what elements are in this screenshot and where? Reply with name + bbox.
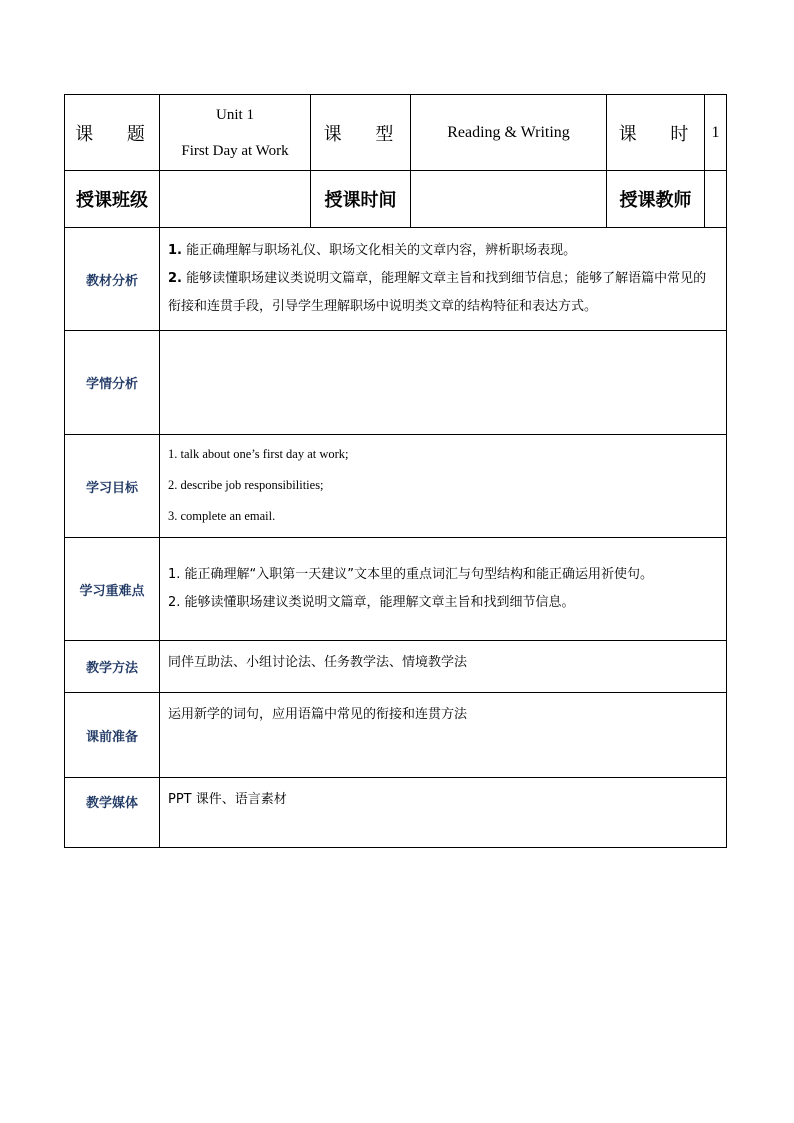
unit-number: Unit 1	[216, 106, 254, 123]
info-row	[65, 171, 727, 228]
type-label: 课 型	[311, 95, 411, 171]
preparation-content: 运用新学的词句，应用语篇中常见的衔接和连贯方法	[160, 693, 727, 778]
preparation-label: 课前准备	[65, 693, 160, 778]
material-label: 教材分析	[65, 228, 160, 331]
preparation-row	[65, 693, 727, 778]
unit-title	[160, 95, 311, 171]
students-row	[65, 331, 727, 435]
objective-item-3: 3. complete an email.	[168, 509, 276, 523]
material-item-2-num: 2.	[168, 271, 182, 286]
material-item-1	[168, 237, 718, 265]
media-label: 教学媒体	[65, 778, 160, 848]
material-item-2-text: 能够读懂职场建议类说明文篇章，能理解文章主旨和找到细节信息；能够了解语篇中常见的衔接和连贯手段，引导学生理解职场中说明类文章的结构特征和表达方式。	[168, 271, 707, 314]
key-point-1: 1. 能正确理解“入职第一天建议”文本里的重点词汇与句型结构和能正确运用祈使句。	[168, 567, 654, 582]
objectives-content	[160, 435, 727, 538]
type-value: Reading & Writing	[411, 95, 607, 171]
material-item-2	[168, 265, 718, 321]
teacher-value	[705, 171, 727, 228]
media-row	[65, 778, 727, 848]
objective-item-1: 1. talk about one’s first day at work;	[168, 447, 349, 461]
teacher-label: 授课教师	[607, 171, 705, 228]
key-points-content	[160, 538, 727, 641]
methods-row	[65, 641, 727, 693]
objectives-label: 学习目标	[65, 435, 160, 538]
objectives-row	[65, 435, 727, 538]
objective-item-2: 2. describe job responsibilities;	[168, 478, 324, 492]
lesson-plan-table	[64, 94, 727, 848]
key-points-label: 学习重难点	[65, 538, 160, 641]
material-content	[160, 228, 727, 331]
time-value	[411, 171, 607, 228]
header-row	[65, 95, 727, 171]
unit-name: First Day at Work	[181, 142, 289, 159]
time-label: 授课时间	[311, 171, 411, 228]
material-row	[65, 228, 727, 331]
key-point-2: 2. 能够读懂职场建议类说明文篇章，能理解文章主旨和找到细节信息。	[168, 595, 575, 610]
hours-label: 课 时	[607, 95, 705, 171]
students-content	[160, 331, 727, 435]
material-item-1-num: 1.	[168, 243, 182, 258]
students-label: 学情分析	[65, 331, 160, 435]
class-label: 授课班级	[65, 171, 160, 228]
methods-content: 同伴互助法、小组讨论法、任务教学法、情境教学法	[160, 641, 727, 693]
key-points-row	[65, 538, 727, 641]
material-item-1-text: 能正确理解与职场礼仪、职场文化相关的文章内容，辨析职场表现。	[186, 243, 577, 258]
methods-label: 教学方法	[65, 641, 160, 693]
media-content: PPT 课件、语言素材	[160, 778, 727, 848]
hours-value: 1	[705, 95, 727, 171]
class-value	[160, 171, 311, 228]
topic-label: 课 题	[65, 95, 160, 171]
